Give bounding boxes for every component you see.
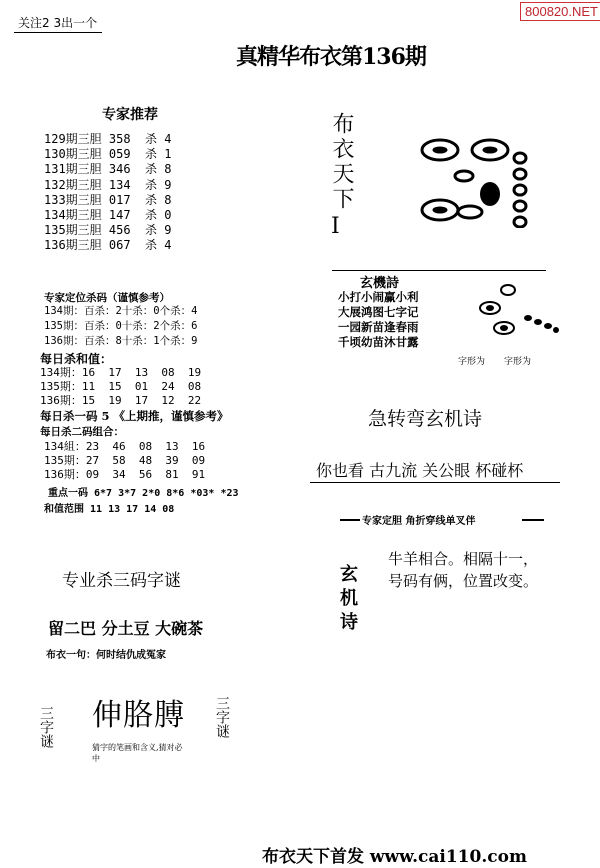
coins-illustration xyxy=(410,128,540,228)
expert-row: 133期三胆 017 杀 8 xyxy=(44,192,172,207)
header-note: 关注2 3出一个 xyxy=(18,16,98,30)
position-kill-rows xyxy=(44,304,197,349)
riddle-chars: 伸胳膊 xyxy=(92,698,185,733)
xuanji-poem-lines xyxy=(338,290,419,350)
riddle-label-left: 三字谜 xyxy=(38,706,54,748)
xuanji-ji-lines xyxy=(388,548,538,592)
daily-two-row: 135期：27 58 48 39 09 xyxy=(44,454,206,467)
position-kill-row: 135期：百杀：0十杀：2个杀：6 xyxy=(44,320,198,332)
expert-row: 135期三胆 456 杀 9 xyxy=(44,223,172,238)
xuanji-poem-heading: 玄機詩 xyxy=(360,276,400,291)
riddle-label-right: 三字谜 xyxy=(214,696,230,738)
expert-row: 134期三胆 147 杀 0 xyxy=(44,208,172,223)
watermark: 800820.NET xyxy=(520,2,600,21)
daily-sum-heading: 每日杀和值： xyxy=(40,352,113,366)
daily-one-code: 每日杀一码 5 《上期推，谨慎参考》 xyxy=(40,409,229,423)
expert-heading: 专家推荐 xyxy=(102,107,158,123)
expert-guess: 专家定胆 角折穿线单叉伴 xyxy=(362,516,476,527)
poem-line: 千顷幼苗沐甘露 xyxy=(338,335,419,349)
buyi-vertical: 布衣天下 xyxy=(329,112,354,212)
xuanji-ji-line: 牛羊相合。相隔十一， xyxy=(388,550,539,568)
daily-sum-row: 135期：11 15 01 24 08 xyxy=(40,380,202,393)
urgent-poem-line: 你也看 古九流 关公眼 杯碰杯 xyxy=(316,461,524,480)
position-kill-row: 134期：百杀：2十杀：0个杀：4 xyxy=(44,305,198,317)
footer-source: 布衣天下首发 www.cai110.com xyxy=(262,847,527,867)
expert-row: 131期三胆 346 杀 8 xyxy=(44,162,172,177)
kill-riddle-heading: 专业杀三码字谜 xyxy=(62,571,181,591)
daily-two-row: 134組：23 46 08 13 16 xyxy=(44,440,206,453)
expert-row: 132期三胆 134 杀 9 xyxy=(44,177,172,192)
expert-row: 136期三胆 067 杀 4 xyxy=(44,238,172,253)
daily-two-row: 136期：09 34 56 81 91 xyxy=(44,468,206,481)
expert-row: 129期三胆 358 杀 4 xyxy=(44,132,172,146)
guess-dash-right xyxy=(522,519,544,521)
xuanji-ji-line: 号码有俩，位置改变。 xyxy=(388,572,539,590)
position-kill-row: 136期：百杀：8十杀：1个杀：9 xyxy=(44,335,198,347)
guess-dash-left xyxy=(340,519,360,521)
coins-small-illustration xyxy=(470,278,560,342)
kill-riddle-note: 布衣一句：何时结仇成冤家 xyxy=(46,650,166,661)
expert-rows xyxy=(44,132,171,254)
expert-row: 130期三胆 059 杀 1 xyxy=(44,147,172,162)
page-title: 真精华布衣第136期 xyxy=(236,44,426,70)
urgent-poem-heading: 急转弯玄机诗 xyxy=(368,408,483,430)
poem-divider xyxy=(332,270,546,271)
riddle-hint: 猜字的笔画和含义,猜对必中 xyxy=(92,743,183,763)
kill-riddle-line: 留二巴 分土豆 大碗茶 xyxy=(48,619,204,638)
buyi-numeral: I xyxy=(331,214,340,239)
poem-line: 小打小闹赢小利 xyxy=(338,290,419,304)
poem-hint-1: 字形为 xyxy=(458,357,486,367)
poem-line: 一园新苗逢春雨 xyxy=(338,320,419,334)
poem-hint-2: 字形为 xyxy=(504,357,532,367)
daily-two-heading: 每日杀二码组合： xyxy=(40,426,124,438)
urgent-underline xyxy=(310,482,560,483)
focus-one-code: 重点一码 6*7 3*7 2*0 8*6 *03* *23 xyxy=(48,488,239,499)
daily-sum-row: 134期：16 17 13 08 19 xyxy=(40,366,202,379)
position-kill-heading: 专家定位杀码（谨慎参考） xyxy=(44,292,170,304)
sum-range: 和值范围 11 13 17 14 08 xyxy=(44,504,175,515)
daily-two-rows xyxy=(44,440,205,482)
xuanji-ji-label: 玄机诗 xyxy=(337,564,358,636)
poem-line: 大展鸿图七字记 xyxy=(338,305,419,319)
daily-sum-rows xyxy=(40,366,201,408)
daily-sum-row: 136期：15 19 17 12 22 xyxy=(40,394,202,407)
header-underline xyxy=(14,32,102,33)
